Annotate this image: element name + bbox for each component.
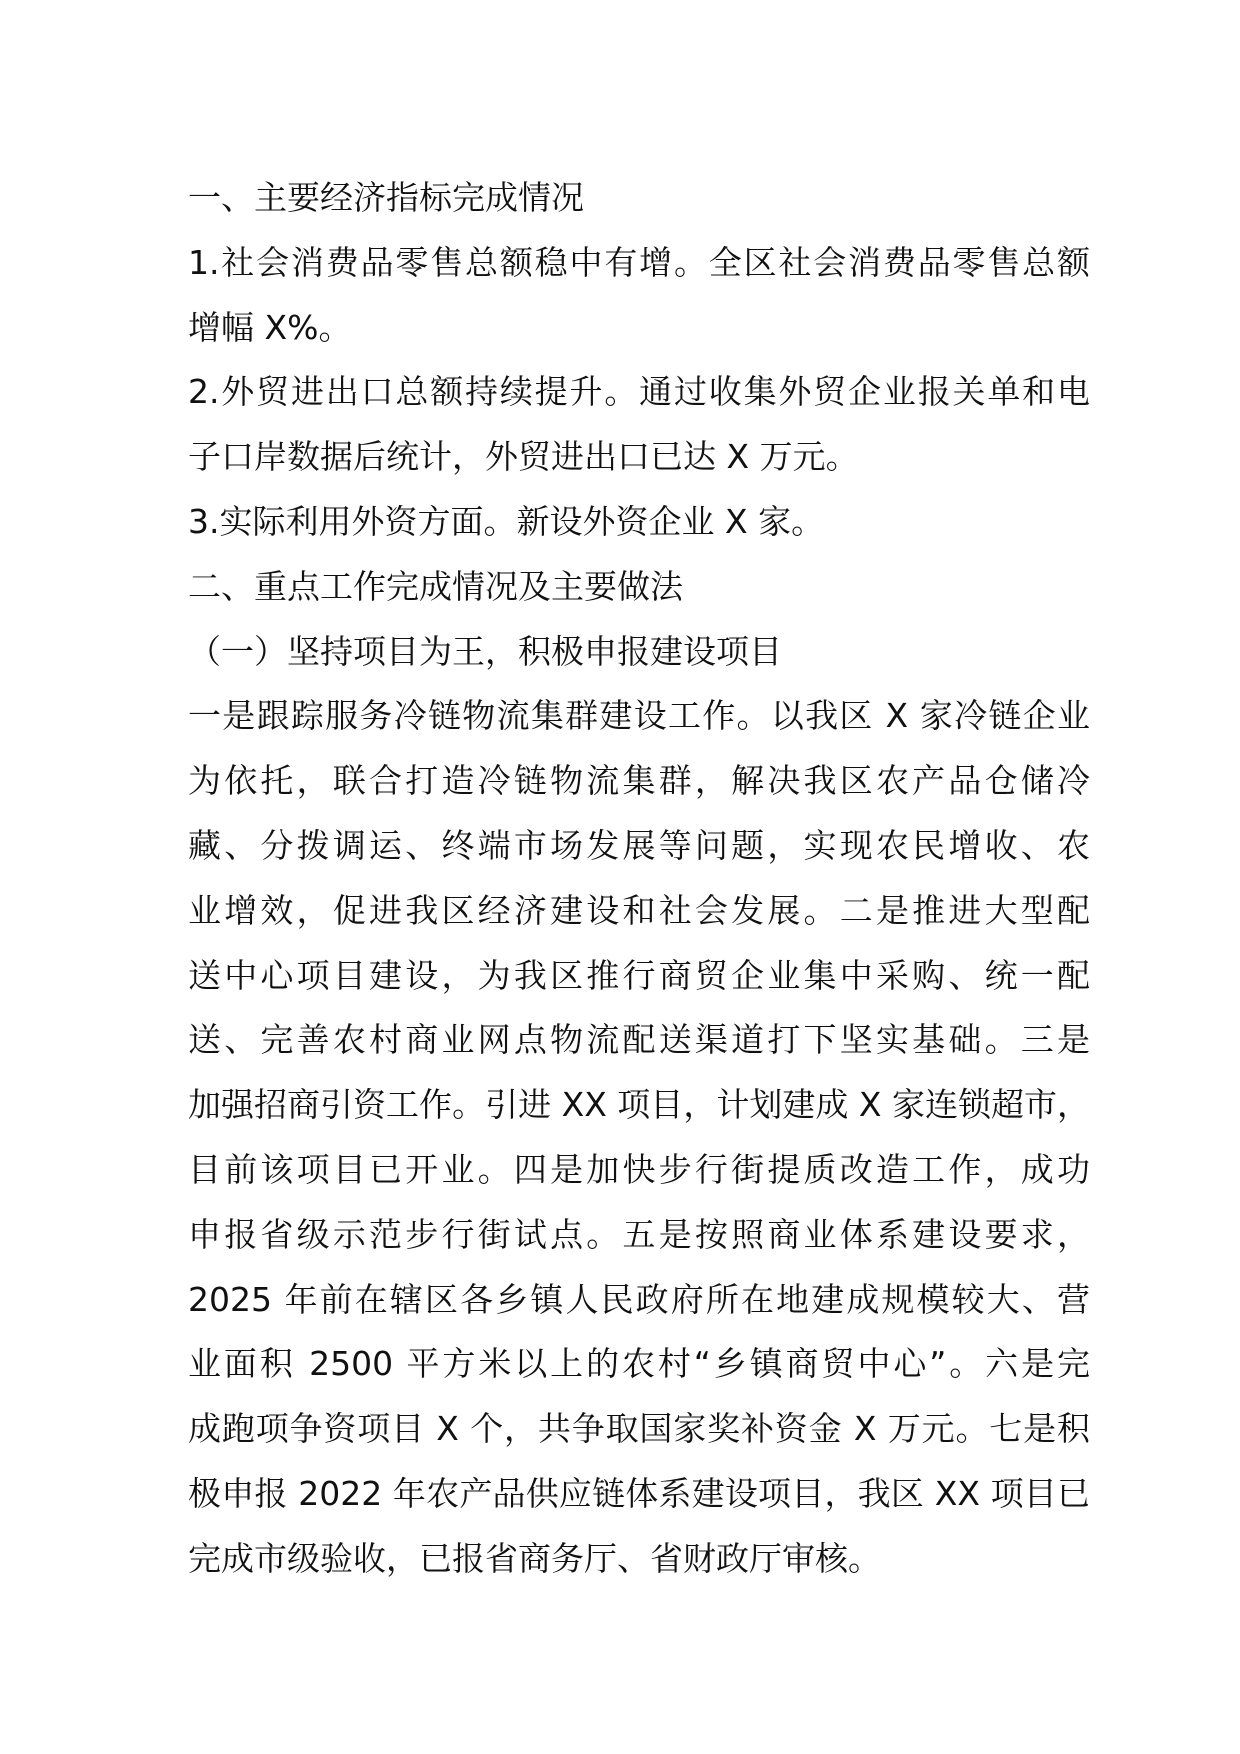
paragraph-line: 一是跟踪服务冷链物流集群建设工作。以我区 X 家冷链企业	[188, 696, 1090, 736]
paragraph-line: 送中心项目建设，为我区推行商贸企业集中采购、统一配	[188, 955, 1090, 995]
paragraph-line: 1.社会消费品零售总额稳中有增。全区社会消费品零售总额	[188, 242, 1090, 282]
paragraph-line: 子口岸数据后统计，外贸进出口已达 X 万元。	[188, 437, 859, 477]
paragraph-line: 增幅 X%。	[188, 307, 352, 347]
paragraph-line: 2.外贸进出口总额持续提升。通过收集外贸企业报关单和电	[188, 372, 1090, 412]
paragraph-line: 加强招商引资工作。引进 XX 项目，计划建成 X 家连锁超市，	[188, 1085, 1090, 1125]
subsection-heading: （一）坚持项目为王，积极申报建设项目	[188, 631, 782, 671]
paragraph-line: 送、完善农村商业网点物流配送渠道打下坚实基础。三是	[188, 1020, 1090, 1060]
paragraph-line: 2025 年前在辖区各乡镇人民政府所在地建成规模较大、营	[188, 1279, 1090, 1319]
section-heading-1: 一、主要经济指标完成情况	[188, 178, 584, 217]
paragraph-line: 业增效，促进我区经济建设和社会发展。二是推进大型配	[188, 890, 1090, 930]
paragraph-line: 申报省级示范步行街试点。五是按照商业体系建设要求，	[188, 1214, 1090, 1254]
document-body	[188, 166, 1090, 1592]
paragraph-line: 成跑项争资项目 X 个，共争取国家奖补资金 X 万元。七是积	[188, 1409, 1090, 1449]
paragraph-line: 藏、分拨调运、终端市场发展等问题，实现农民增收、农	[188, 825, 1090, 865]
paragraph-line: 完成市级验收，已报省商务厅、省财政厅审核。	[188, 1538, 881, 1578]
paragraph-line: 目前该项目已开业。四是加快步行街提质改造工作，成功	[188, 1149, 1090, 1189]
paragraph-line: 为依托，联合打造冷链物流集群，解决我区农产品仓储冷	[188, 761, 1090, 801]
paragraph-line: 业面积 2500 平方米以上的农村“乡镇商贸中心”。六是完	[188, 1344, 1090, 1384]
paragraph-line: 3.实际利用外资方面。新设外资企业 X 家。	[188, 501, 825, 541]
paragraph-line: 极申报 2022 年农产品供应链体系建设项目，我区 XX 项目已	[188, 1473, 1090, 1513]
section-heading-2: 二、重点工作完成情况及主要做法	[188, 566, 683, 606]
